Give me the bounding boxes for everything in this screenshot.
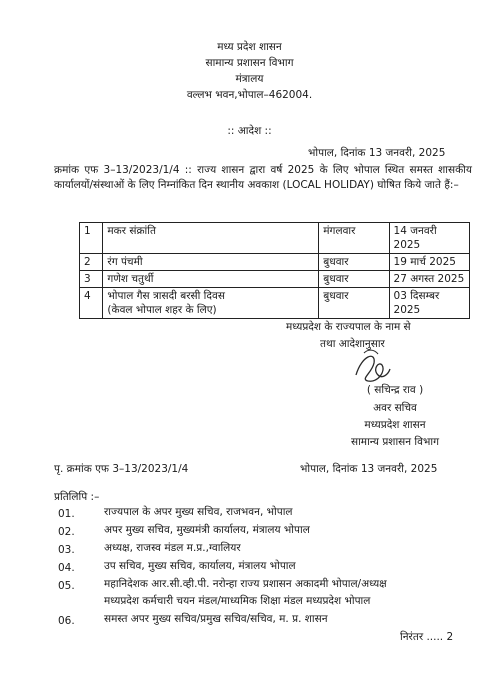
endorsement-place-date: भोपाल, दिनांक 13 जनवरी, 2025 <box>300 463 438 475</box>
copy-number: 01. <box>58 508 75 520</box>
holiday-name <box>103 288 319 319</box>
table-row <box>80 288 470 319</box>
holiday-date: 19 मार्च 2025 <box>389 254 469 271</box>
order-title: :: आदेश :: <box>227 125 272 137</box>
copy-number: 05. <box>58 580 75 592</box>
holiday-table <box>79 222 470 319</box>
header-address: वल्लभ भवन,भोपाल–462004. <box>186 89 313 101</box>
copy-number: 04. <box>58 562 75 574</box>
signatory-dept: सामान्य प्रशासन विभाग <box>350 436 439 448</box>
signatory-govt: मध्यप्रदेश शासन <box>364 419 426 431</box>
copy-heading: प्रतिलिपि :– <box>54 491 100 503</box>
copy-recipient: उप सचिव, मुख्य सचिव, कार्यालय, मंत्रालय भोपाल <box>104 560 296 572</box>
order-place-date: भोपाल, दिनांक 13 जनवरी, 2025 <box>308 147 446 159</box>
holiday-date: 27 अगस्त 2025 <box>389 271 469 288</box>
holiday-day: मंगलवार <box>319 223 389 254</box>
holiday-day: बुधवार <box>319 271 389 288</box>
table-row <box>80 271 470 288</box>
header-dept: सामान्य प्रशासन विभाग <box>205 57 294 69</box>
copy-recipient-cont: मध्यप्रदेश कर्मचारी चयन मंडल/माध्यमिक शिक्षा मंडल मध्यप्रदेश भोपाल <box>104 595 371 607</box>
holiday-date: 14 जनवरी 2025 <box>389 223 469 254</box>
table-row <box>80 223 470 254</box>
copy-recipient: महानिदेशक आर.सी.व्ही.पी. नरोन्हा राज्य प्रशासन अकादमी भोपाल/अध्यक्ष <box>104 578 387 590</box>
holiday-note: (केवल भोपाल शहर के लिए) <box>107 304 217 316</box>
holiday-sn: 4 <box>80 288 103 319</box>
copy-number: 03. <box>58 544 75 556</box>
holiday-name-line: भोपाल गैस त्रासदी बरसी दिवस <box>107 290 225 302</box>
endorsement-number: पृ. क्रमांक एफ 3–13/2023/1/4 <box>54 463 189 475</box>
holiday-day: बुधवार <box>319 288 389 319</box>
table-row <box>80 254 470 271</box>
holiday-sn: 3 <box>80 271 103 288</box>
copy-recipient: अपर मुख्य सचिव, मुख्यमंत्री कार्यालय, मंत्रालय भोपाल <box>104 524 310 536</box>
header-ministry: मंत्रालय <box>235 73 264 85</box>
copy-number: 06. <box>58 615 75 627</box>
copy-recipient: अध्यक्ष, राजस्व मंडल म.प्र.,ग्वालियर <box>104 542 241 554</box>
authority-line1: मध्यप्रदेश के राज्यपाल के नाम से <box>286 321 411 333</box>
holiday-name: रंग पंचमी <box>103 254 319 271</box>
signature-mark <box>352 345 392 387</box>
holiday-name: गणेश चतुर्थी <box>103 271 319 288</box>
holiday-date: 03 दिसम्बर 2025 <box>389 288 469 319</box>
order-body: क्रमांक एफ 3–13/2023/1/4 :: राज्य शासन द्वारा वर्ष 2025 के लिए भोपाल स्थित समस्त शासकीय कार्यालयों/संस्थाओं के लिए निम्नांकित दिन स्थानीय अवकाश (LOCAL HOLIDAY) घोषित किये जाते हैं:– <box>54 164 472 191</box>
signatory-name: ( सचिन्द्र राव ) <box>366 384 424 396</box>
header-govt: मध्य प्रदेश शासन <box>217 41 282 53</box>
holiday-name: मकर संक्रांति <box>103 223 319 254</box>
signatory-designation: अवर सचिव <box>373 402 417 414</box>
continued-marker: निरंतर ..... 2 <box>400 631 454 643</box>
copy-number: 02. <box>58 526 75 538</box>
holiday-sn: 2 <box>80 254 103 271</box>
holiday-sn: 1 <box>80 223 103 254</box>
copy-recipient: राज्यपाल के अपर मुख्य सचिव, राजभवन, भोपाल <box>104 506 293 518</box>
authority-line2: तथा आदेशानुसार <box>320 338 385 350</box>
copy-recipient: समस्त अपर मुख्य सचिव/प्रमुख सचिव/सचिव, म. प्र. शासन <box>104 613 328 625</box>
holiday-day: बुधवार <box>319 254 389 271</box>
